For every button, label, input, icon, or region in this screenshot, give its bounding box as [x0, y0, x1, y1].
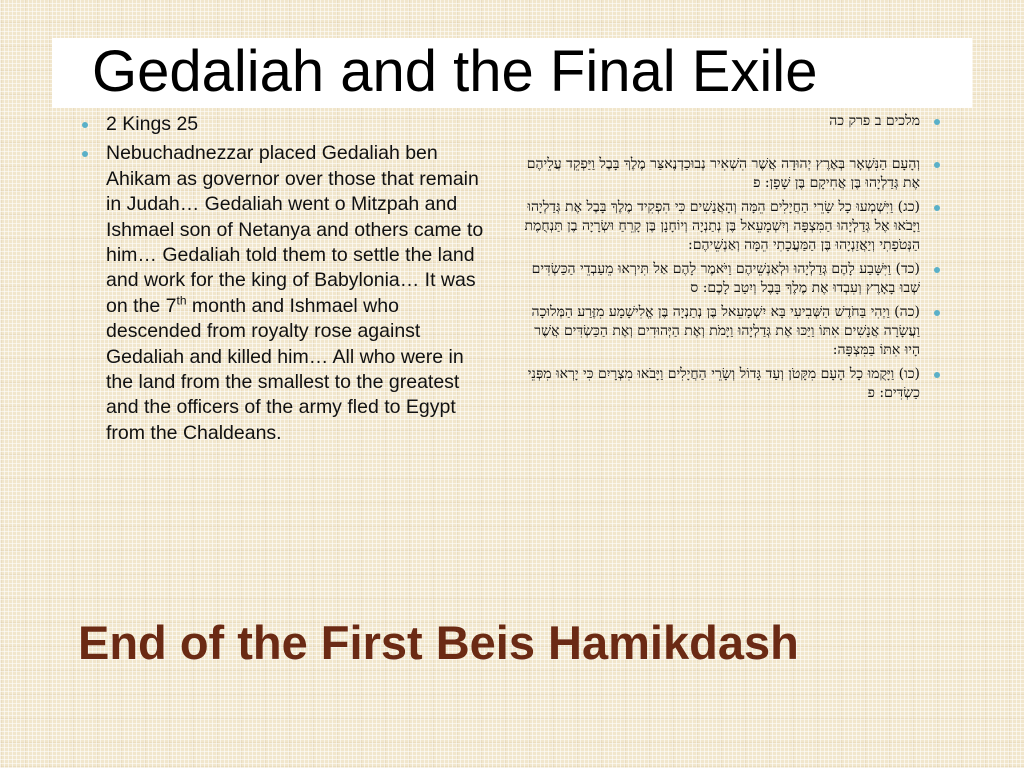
hebrew-column: [520, 112, 940, 408]
hebrew-text: וְהָעָם הַנִּשְׁאָר בְּאֶרֶץ יְהוּדָה אֲשֶׁר הִשְׁאִיר נְבוּכַדְנֶאצַּר מֶלֶךְ בָּבֶל וַיַּפְקֵד עֲלֵיהֶם אֶת גְּדַלְיָהוּ בֶּן אֲחִיקָם בֶּן שָׁפָן: פ: [526, 156, 920, 191]
bullet-dot-icon: [934, 310, 940, 316]
bullet-text-part-1: Nebuchadnezzar placed Gedaliah ben Ahikam as governor over those that remain in Judah… Gedaliah went o Mitzpah and Ishmael son of Netanya and others came to him… Gedaliah told them to settle the land and work for the king of Babylonia… It was on the 7: [106, 142, 484, 317]
bullet-dot-icon: [82, 151, 88, 157]
hebrew-bullet-item-verse-24: [520, 260, 940, 298]
hebrew-bullet-item-verse-26: [520, 365, 940, 403]
slide-title: Gedaliah and the Final Exile: [92, 39, 818, 104]
english-column: [82, 112, 494, 450]
hebrew-text: (כה) וַיְהִי בַּחֹדֶשׁ הַשְּׁבִיעִי בָּא יִשְׁמָעֵאל בֶּן נְתַנְיָה בֶּן אֱלִישָׁמָע מִזֶּרַע הַמְּלוּכָה וַעֲשָׂרָה אֲנָשִׁים אִתּוֹ וַיַּכּוּ אֶת גְּדַלְיָהוּ וַיָּמֹת וְאֶת הַיְּהוּדִים וְאֶת הַכַּשְׂדִּים אֲשֶׁר הָיוּ אִתּוֹ בַּמִּצְפָּה:: [531, 304, 920, 358]
bullet-text: 2 Kings 25: [106, 113, 199, 135]
hebrew-text: (כד) וַיִּשָּׁבַע לָהֶם גְּדַלְיָהוּ וּלְאַנְשֵׁיהֶם וַיֹּאמֶר לָהֶם אַל תִּירְאוּ מֵעַבְדֵי הַכַּשְׂדִּים שְׁבוּ בָאָרֶץ וְעִבְדוּ אֶת מֶלֶךְ בָּבֶל וְיִטַב לָכֶם: ס: [531, 261, 920, 296]
english-bullet-item-reference: [82, 112, 494, 137]
hebrew-bullet-item-verse-25: [520, 303, 940, 360]
english-bullet-list: [82, 112, 494, 446]
bullet-dot-icon: [934, 372, 940, 378]
hebrew-text: מלכים ב פרק כה: [829, 113, 920, 129]
hebrew-bullet-item-verse-23: [520, 198, 940, 255]
hebrew-bullet-item-verse-22: [520, 155, 940, 193]
hebrew-text: (כו) וַיָּקֻמוּ כָל הָעָם מִקָּטֹן וְעַד גָּדוֹל וְשָׂרֵי הַחֲיָלִים וַיָּבֹאוּ מִצְרָיִם כִּי יָרְאוּ מִפְּנֵי כַשְׂדִּים: פ: [527, 366, 920, 401]
english-bullet-item-narrative: [82, 141, 494, 446]
bullet-dot-icon: [934, 205, 940, 211]
hebrew-text: (כג) וַיִּשְׁמְעוּ כָל שָׂרֵי הַחֲיָלִים הֵמָּה וְהָאֲנָשִׁים כִּי הִפְקִיד מֶלֶךְ בָּבֶל אֶת גְּדַלְיָהוּ וַיָּבֹאוּ אֶל גְּדַלְיָהוּ הַמִּצְפָּה וְיִשְׁמָעֵאל בֶּן נְתַנְיָה וְיוֹחָנָן בֶּן קָרֵחַ וּשְׂרָיָה בֶן תַּנְחֻמֶת הַנְּטֹפָתִי וְיַאֲזַנְיָהוּ בֶּן הַמַּעֲכָתִי הֵמָּה וְאַנְשֵׁיהֶם:: [524, 199, 920, 253]
bullet-dot-icon: [934, 162, 940, 168]
ordinal-suffix: th: [176, 293, 187, 308]
hebrew-bullet-item-reference: [520, 112, 940, 131]
bullet-dot-icon: [934, 119, 940, 125]
bullet-dot-icon: [82, 122, 88, 128]
bottom-heading: End of the First Beis Hamikdash: [78, 616, 799, 669]
hebrew-bullet-list: [520, 112, 940, 403]
bullet-text-part-2: month and Ishmael who descended from royalty rose against Gedaliah and killed him… All who were in the land from the smallest to the greatest and the officers of the army fled to Egypt from the Chaldeans.: [106, 294, 464, 444]
bullet-dot-icon: [934, 267, 940, 273]
